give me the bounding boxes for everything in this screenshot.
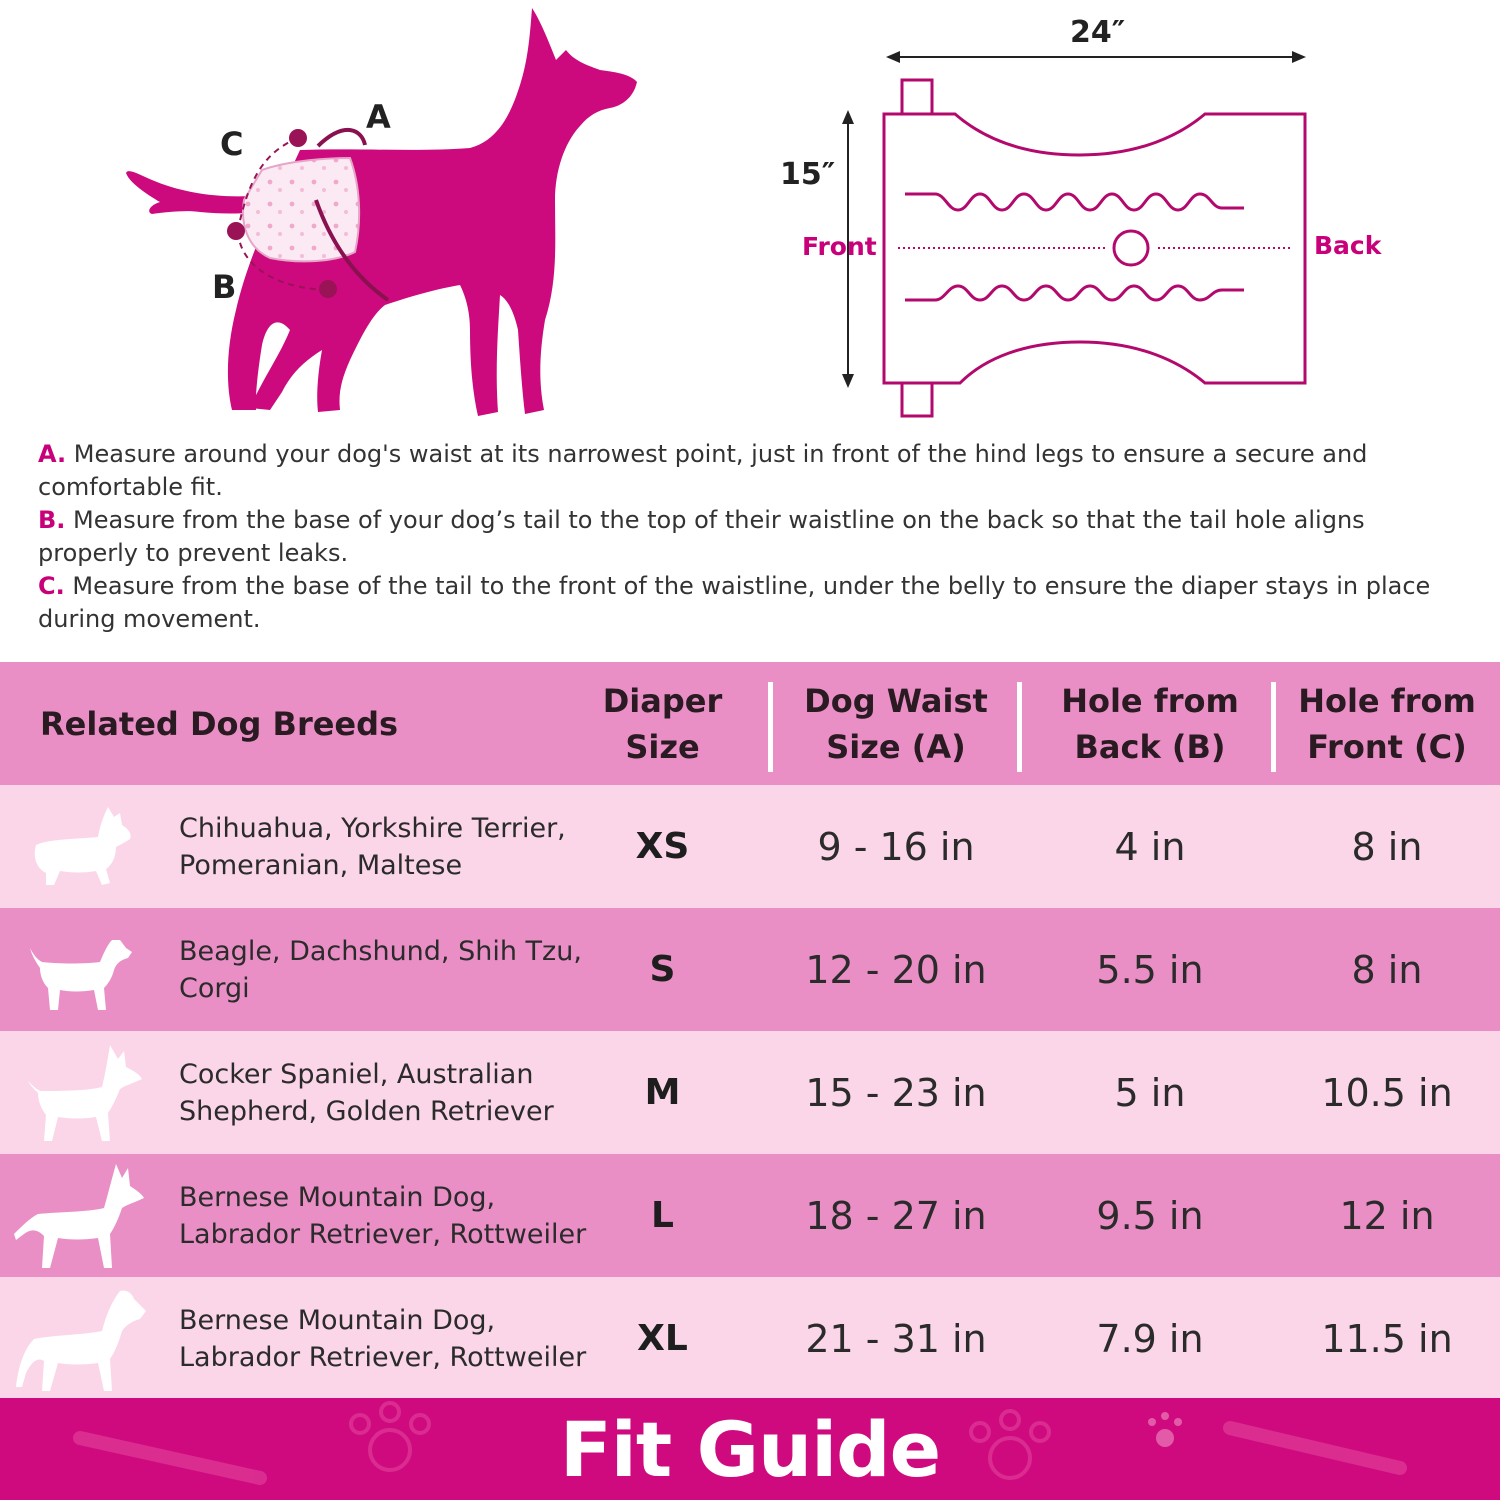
breed-list: Cocker Spaniel, Australian Shepherd, Golden Retriever [179, 1058, 554, 1127]
width-label: 24″ [1070, 15, 1126, 50]
instruction-c [38, 570, 1468, 636]
table-row [0, 1154, 1500, 1277]
instruction-a [38, 438, 1468, 504]
table-row [0, 1031, 1500, 1154]
header-divider [1271, 682, 1276, 772]
waist-value: 18 - 27 in [805, 1193, 987, 1238]
header-divider [768, 682, 773, 772]
breed-list: Bernese Mountain Dog, Labrador Retriever, Rottweiler [179, 1304, 587, 1373]
great-dane-icon [8, 1287, 148, 1392]
breed-list: Bernese Mountain Dog, Labrador Retriever, Rottweiler [179, 1181, 587, 1250]
terrier-icon [8, 918, 148, 1023]
illustration-svg [0, 0, 1500, 430]
diaper-schematic [842, 51, 1306, 416]
label-b: B [212, 268, 237, 306]
front-value: 11.5 in [1321, 1316, 1453, 1361]
back-value: 5.5 in [1096, 947, 1204, 992]
dog-silhouette-icon [126, 8, 637, 416]
front-value: 12 in [1339, 1193, 1435, 1238]
label-a: A [366, 98, 391, 136]
table-row [0, 1277, 1500, 1400]
size-value: S [649, 949, 676, 990]
instruction-b [38, 504, 1468, 570]
back-value: 5 in [1114, 1070, 1186, 1115]
header-back: Hole from Back (B) [1061, 681, 1239, 766]
size-table [0, 662, 1500, 1400]
doberman-icon [8, 1164, 148, 1269]
back-value: 7.9 in [1096, 1316, 1204, 1361]
breed-list: Chihuahua, Yorkshire Terrier, Pomeranian, Maltese [179, 812, 566, 881]
instruction-key: B. [38, 506, 66, 534]
instruction-key: A. [38, 440, 67, 468]
tail-hole-icon [1114, 231, 1148, 265]
back-value: 4 in [1114, 824, 1186, 869]
height-label: 15″ [780, 157, 836, 192]
measurement-illustration [0, 0, 1500, 430]
size-value: M [644, 1072, 681, 1113]
header-front: Hole from Front (C) [1298, 681, 1476, 766]
instruction-text: Measure from the base of the tail to the front of the waistline, under the belly to ensure the diaper stays in place during movement. [38, 572, 1431, 633]
label-c: C [220, 125, 244, 163]
front-value: 8 in [1351, 947, 1423, 992]
waist-value: 15 - 23 in [805, 1070, 987, 1115]
footer-title: Fit Guide [559, 1404, 941, 1494]
instruction-text: Measure around your dog's waist at its narrowest point, just in front of the hind legs to ensure a secure and comfortable fit. [38, 440, 1368, 501]
header-breeds: Related Dog Breeds [40, 704, 399, 743]
size-value: XS [635, 826, 690, 867]
front-label: Front [802, 232, 877, 261]
waist-value: 9 - 16 in [817, 824, 975, 869]
size-value: L [651, 1195, 674, 1236]
waist-value: 12 - 20 in [805, 947, 987, 992]
table-row [0, 908, 1500, 1031]
table-row [0, 785, 1500, 908]
waist-value: 21 - 31 in [805, 1316, 987, 1361]
size-value: XL [637, 1318, 688, 1359]
header-divider [1017, 682, 1022, 772]
french-bulldog-icon [8, 795, 148, 900]
header-size: Diaper Size [602, 681, 723, 766]
footer-banner [0, 1398, 1500, 1500]
header-waist: Dog Waist Size (A) [804, 681, 988, 766]
instruction-key: C. [38, 572, 65, 600]
table-header [0, 662, 1500, 785]
breed-list: Beagle, Dachshund, Shih Tzu, Corgi [179, 935, 582, 1004]
front-value: 10.5 in [1321, 1070, 1453, 1115]
pinscher-icon [8, 1041, 148, 1146]
back-value: 9.5 in [1096, 1193, 1204, 1238]
measurement-instructions [38, 438, 1468, 636]
instruction-text: Measure from the base of your dog’s tail to the top of their waistline on the back so that the tail hole aligns properly to prevent leaks. [38, 506, 1365, 567]
back-label: Back [1314, 231, 1382, 260]
front-value: 8 in [1351, 824, 1423, 869]
